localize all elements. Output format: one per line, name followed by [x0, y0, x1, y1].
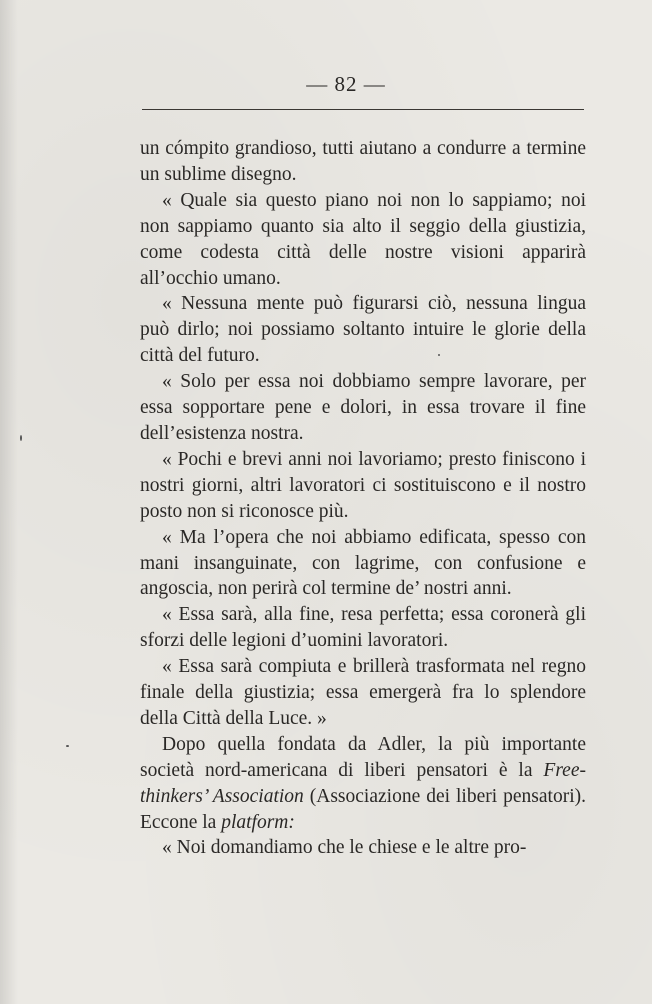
ink-speck: [20, 435, 22, 441]
paragraph-2: « Quale sia questo piano noi non lo sappiamo; noi non sappiamo quanto sia alto il seggio della giustizia, come codesta città delle nostre visioni apparirà all’occhio umano.: [140, 189, 586, 289]
page-header: [0, 72, 652, 97]
paragraph-9-text-a: Dopo quella fondata da Adler, la più importante società nord-americana di liberi pensatori è la: [140, 733, 586, 781]
paragraph-3: « Nessuna mente può figurarsi ciò, nessuna lingua può dirlo; noi possiamo soltanto intuire le glorie della città del futuro.: [140, 293, 586, 367]
paragraph-1: un cómpito grandioso, tutti aiutano a condurre a termine un sublime disegno.: [140, 138, 586, 185]
paragraph-4: « Solo per essa noi dobbiamo sempre lavorare, per essa sopportare pene e dolori, in essa trovare il fine dell’esistenza nostra.: [140, 371, 586, 444]
page-number: — 82 —: [306, 72, 386, 96]
paragraph-7: « Essa sarà, alla fine, resa perfetta; essa coronerà gli sforzi delle legioni d’uomini lavoratori.: [140, 604, 586, 652]
paragraph-9: [140, 732, 586, 836]
ink-speck: [66, 745, 69, 747]
header-rule: [142, 109, 584, 110]
binding-shadow: [0, 0, 18, 1004]
paragraph-8: « Essa sarà compiuta e brillerà trasformata nel regno finale della giustizia; essa emergerà fra lo splendore della Città della Luce. »: [140, 656, 586, 729]
body-text: [140, 136, 586, 861]
platform-term: platform:: [221, 811, 295, 833]
association-name: Free-thinkers’ Association: [140, 759, 586, 807]
ink-speck: [438, 354, 440, 356]
paragraph-10: « Noi domandiamo che le chiese e le altre pro-: [162, 837, 527, 859]
paragraph-9-text-b: (Associazione dei liberi pensatori). Eccone la: [140, 785, 586, 833]
paragraph-6: « Ma l’opera che noi abbiamo edificata, spesso con mani insanguinate, con lagrime, con confusione e angoscia, non perirà col termine de’ nostri anni.: [140, 526, 586, 600]
paragraph-5: « Pochi e brevi anni noi lavoriamo; presto finiscono i nostri giorni, altri lavoratori ci sostituiscono e il nostro posto non si riconosce più.: [140, 448, 586, 522]
